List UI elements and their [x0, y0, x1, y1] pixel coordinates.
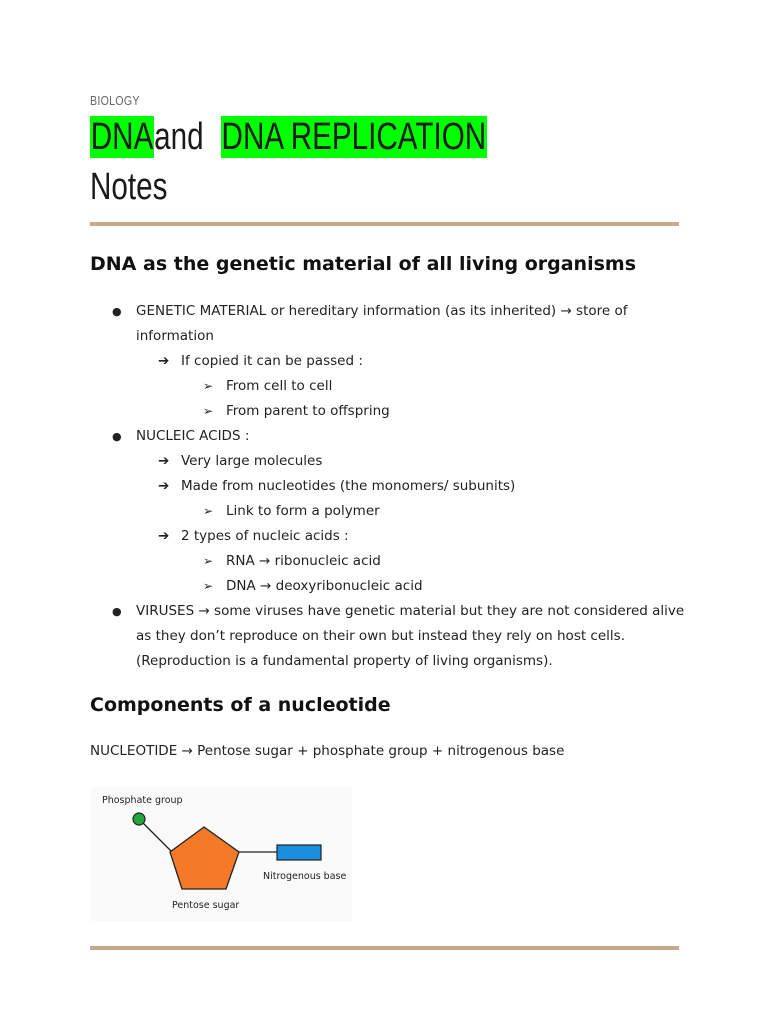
list-item: ➔ Very large molecules — [90, 449, 690, 474]
arrow-icon: ➔ — [158, 528, 170, 544]
page-title — [90, 112, 487, 212]
list-item: ● VIRUSES → some viruses have genetic material but they are not considered alive as they don’t reproduce on their own but instead they rely on host cells. (Reproduction is a fundamental property of living organisms). — [90, 599, 690, 674]
subject-label: BIOLOGY — [90, 93, 140, 108]
bullet-icon: ● — [112, 430, 122, 443]
arrowhead-icon: ➢ — [203, 554, 214, 568]
arrow-icon: ➔ — [158, 478, 170, 494]
list-item: ● NUCLEIC ACIDS : — [90, 424, 690, 449]
section-heading-nucleotide-components: Components of a nucleotide — [90, 694, 391, 716]
nitrogenous-base-shape — [277, 845, 321, 860]
title-line-1 — [90, 112, 487, 162]
bottom-divider — [90, 946, 679, 950]
list-item: ● GENETIC MATERIAL or hereditary information (as its inherited) → store of information — [90, 299, 690, 349]
bullet-icon: ● — [112, 305, 122, 318]
phosphate-group-shape — [133, 813, 145, 825]
arrow-icon: ➔ — [158, 453, 170, 469]
title-line-2: Notes — [90, 166, 168, 208]
title-highlight-replication: DNA REPLICATION — [221, 116, 487, 158]
list-item: ➔ If copied it can be passed : — [90, 349, 690, 374]
list-item: ➔ 2 types of nucleic acids : — [90, 524, 690, 549]
title-and: and — [154, 116, 204, 158]
top-divider — [90, 222, 679, 226]
list-item: ➔ Made from nucleotides (the monomers/ subunits) — [90, 474, 690, 499]
title-highlight-dna: DNA — [90, 116, 154, 158]
list-item: ➢ From parent to offspring — [90, 399, 690, 424]
arrowhead-icon: ➢ — [203, 379, 214, 393]
nucleotide-equation: NUCLEOTIDE → Pentose sugar + phosphate group + nitrogenous base — [90, 743, 565, 759]
arrowhead-icon: ➢ — [203, 404, 214, 418]
arrowhead-icon: ➢ — [203, 504, 214, 518]
list-item: ➢ Link to form a polymer — [90, 499, 690, 524]
arrowhead-icon: ➢ — [203, 579, 214, 593]
phosphate-group-label: Phosphate group — [102, 795, 183, 806]
list-item: ➢ From cell to cell — [90, 374, 690, 399]
notes-list — [90, 299, 690, 674]
list-item: ➢ DNA → deoxyribonucleic acid — [90, 574, 690, 599]
section-heading-dna-genetic-material: DNA as the genetic material of all living organisms — [90, 253, 636, 275]
arrow-icon: ➔ — [158, 353, 170, 369]
nitrogenous-base-label: Nitrogenous base — [263, 871, 347, 882]
nucleotide-diagram — [90, 787, 352, 921]
bullet-icon: ● — [112, 605, 122, 618]
list-item: ➢ RNA → ribonucleic acid — [90, 549, 690, 574]
pentose-sugar-label: Pentose sugar — [172, 900, 240, 911]
